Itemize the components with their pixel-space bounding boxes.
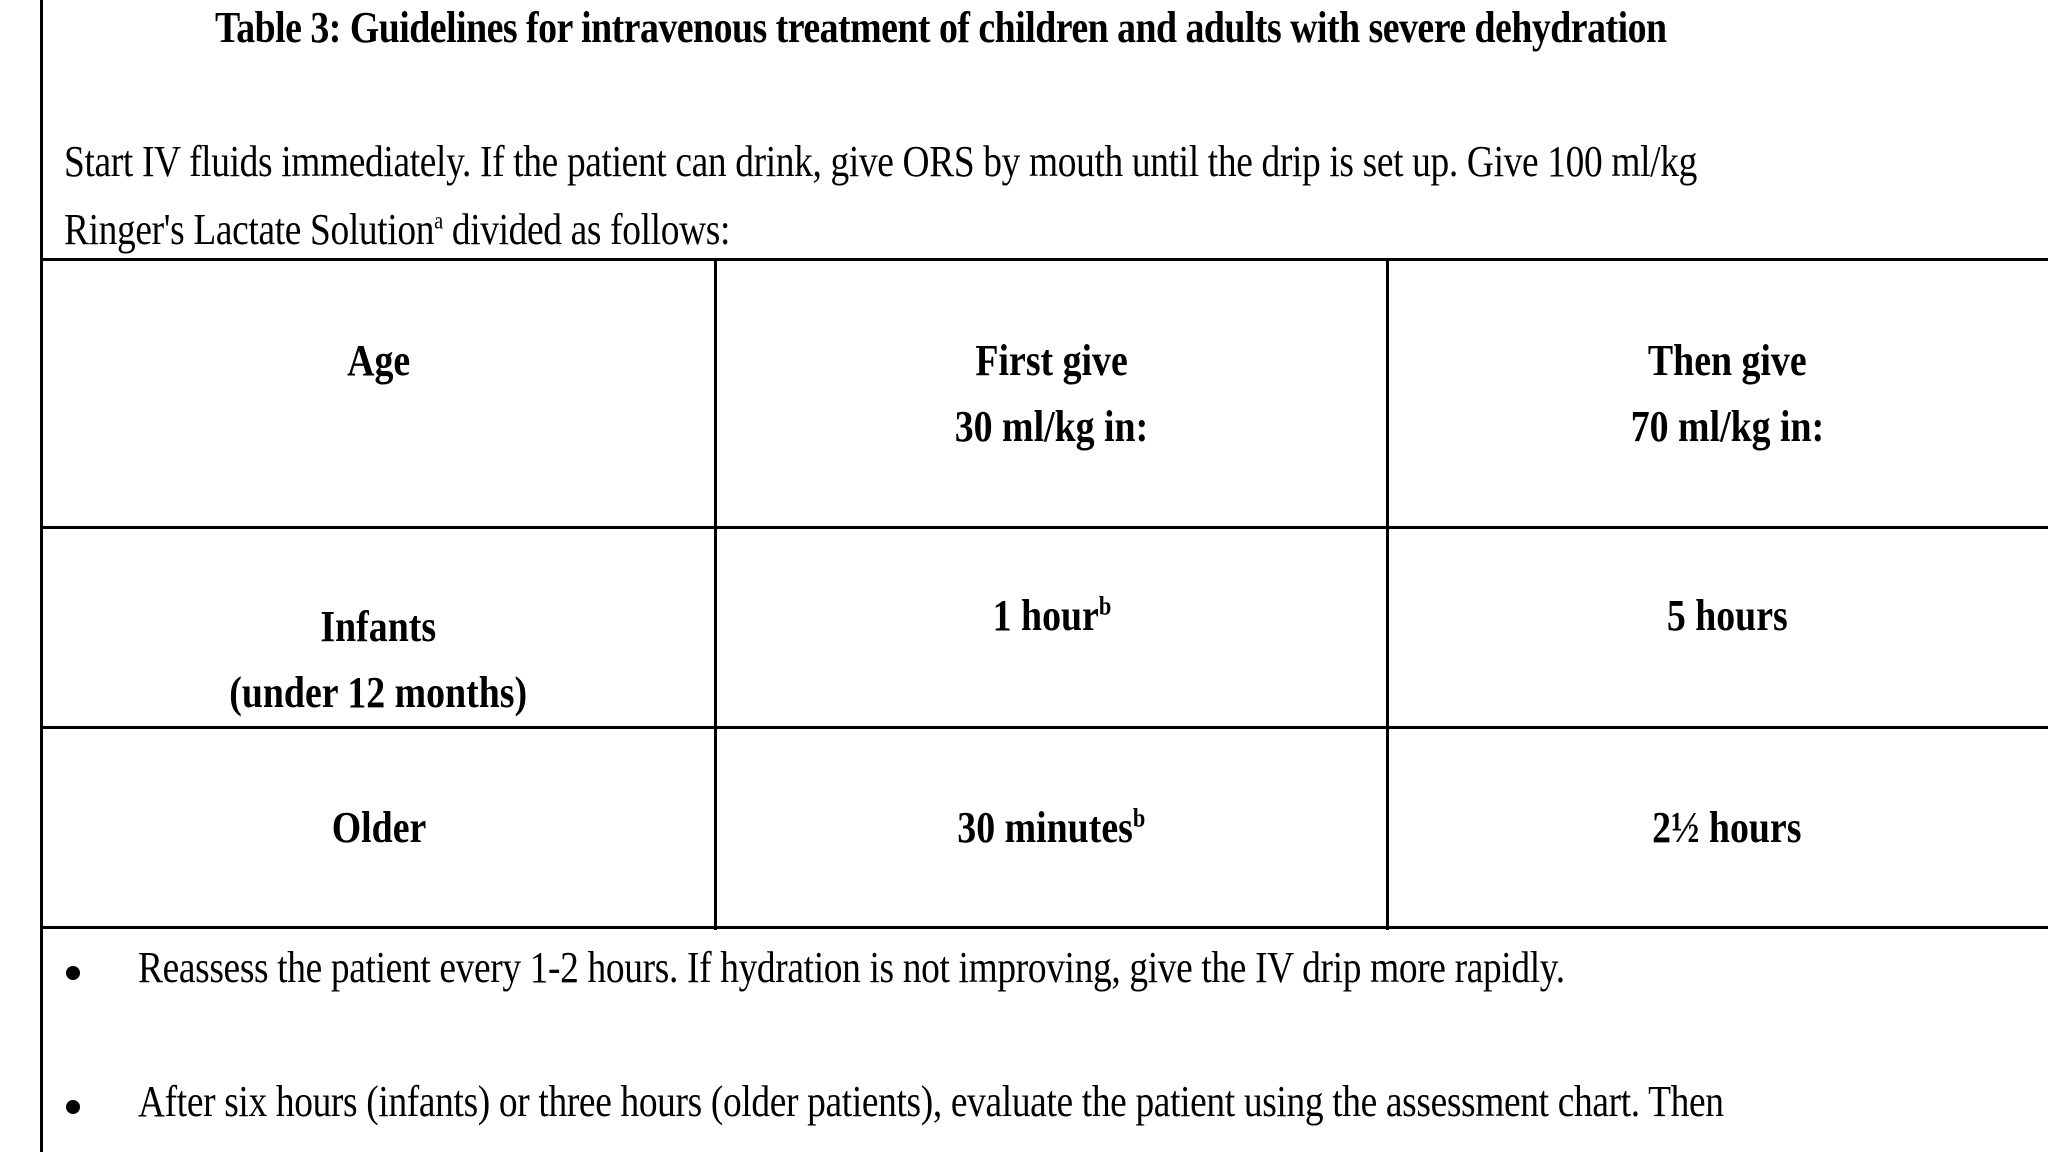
header-age	[43, 261, 714, 526]
row-infants-age-line2: (under 12 months)	[229, 668, 528, 717]
header-then-give-line2: 70 ml/kg in:	[1630, 401, 1824, 451]
table-title: Table 3: Guidelines for intravenous treatment of children and adults with severe dehydration	[215, 3, 1667, 52]
bullet-marker-2	[66, 1100, 80, 1114]
bullet-marker-1	[66, 966, 80, 980]
row-infants-then-value: 5 hours	[1666, 591, 1788, 640]
header-age-label: Age	[346, 335, 411, 385]
row-older-age	[43, 729, 714, 926]
row-older-first-value	[958, 795, 1146, 861]
row-infants-first-value	[992, 583, 1111, 649]
row-infants-first-footnote: b	[1098, 591, 1111, 621]
row-older-age-line1: Older	[331, 802, 426, 852]
intro-line-1: Start IV fluids immediately. If the patient can drink, give ORS by mouth until the drip is set up. Give 100 ml/kg	[64, 137, 1697, 186]
header-first-give-line1: First give	[975, 335, 1128, 385]
header-first-give-line2: 30 ml/kg in:	[954, 401, 1149, 451]
header-then-give	[1389, 261, 2048, 526]
row-infants-then	[1389, 529, 2048, 726]
intro-solution-name: Ringer's Lactate Solution	[64, 205, 435, 254]
intro-footnote-marker: a	[434, 208, 443, 235]
header-first-give	[717, 261, 1386, 526]
intro-line-2	[64, 204, 730, 255]
dosage-table	[40, 258, 2048, 928]
row-older-first-text: 30 minutes	[957, 802, 1134, 852]
table-border-bottom	[40, 926, 2048, 929]
row-infants-first-text: 1 hour	[992, 591, 1099, 640]
row-older-first-footnote: b	[1133, 802, 1146, 832]
header-then-give-line1: Then give	[1647, 335, 1807, 385]
row-older-first	[717, 729, 1386, 926]
row-infants-age	[43, 529, 714, 726]
intro-line-2-rest: divided as follows:	[442, 205, 731, 254]
row-infants-age-line1: Infants	[320, 602, 437, 651]
row-older-then-value: 2½ hours	[1652, 802, 1802, 852]
bullet-text-1: Reassess the patient every 1-2 hours. If hydration is not improving, give the IV drip more rapidly.	[138, 943, 1565, 992]
row-infants-first	[717, 529, 1386, 726]
bullet-text-2: After six hours (infants) or three hours (older patients), evaluate the patient using the assessment chart. Then	[138, 1077, 1724, 1126]
row-older-then	[1389, 729, 2048, 926]
